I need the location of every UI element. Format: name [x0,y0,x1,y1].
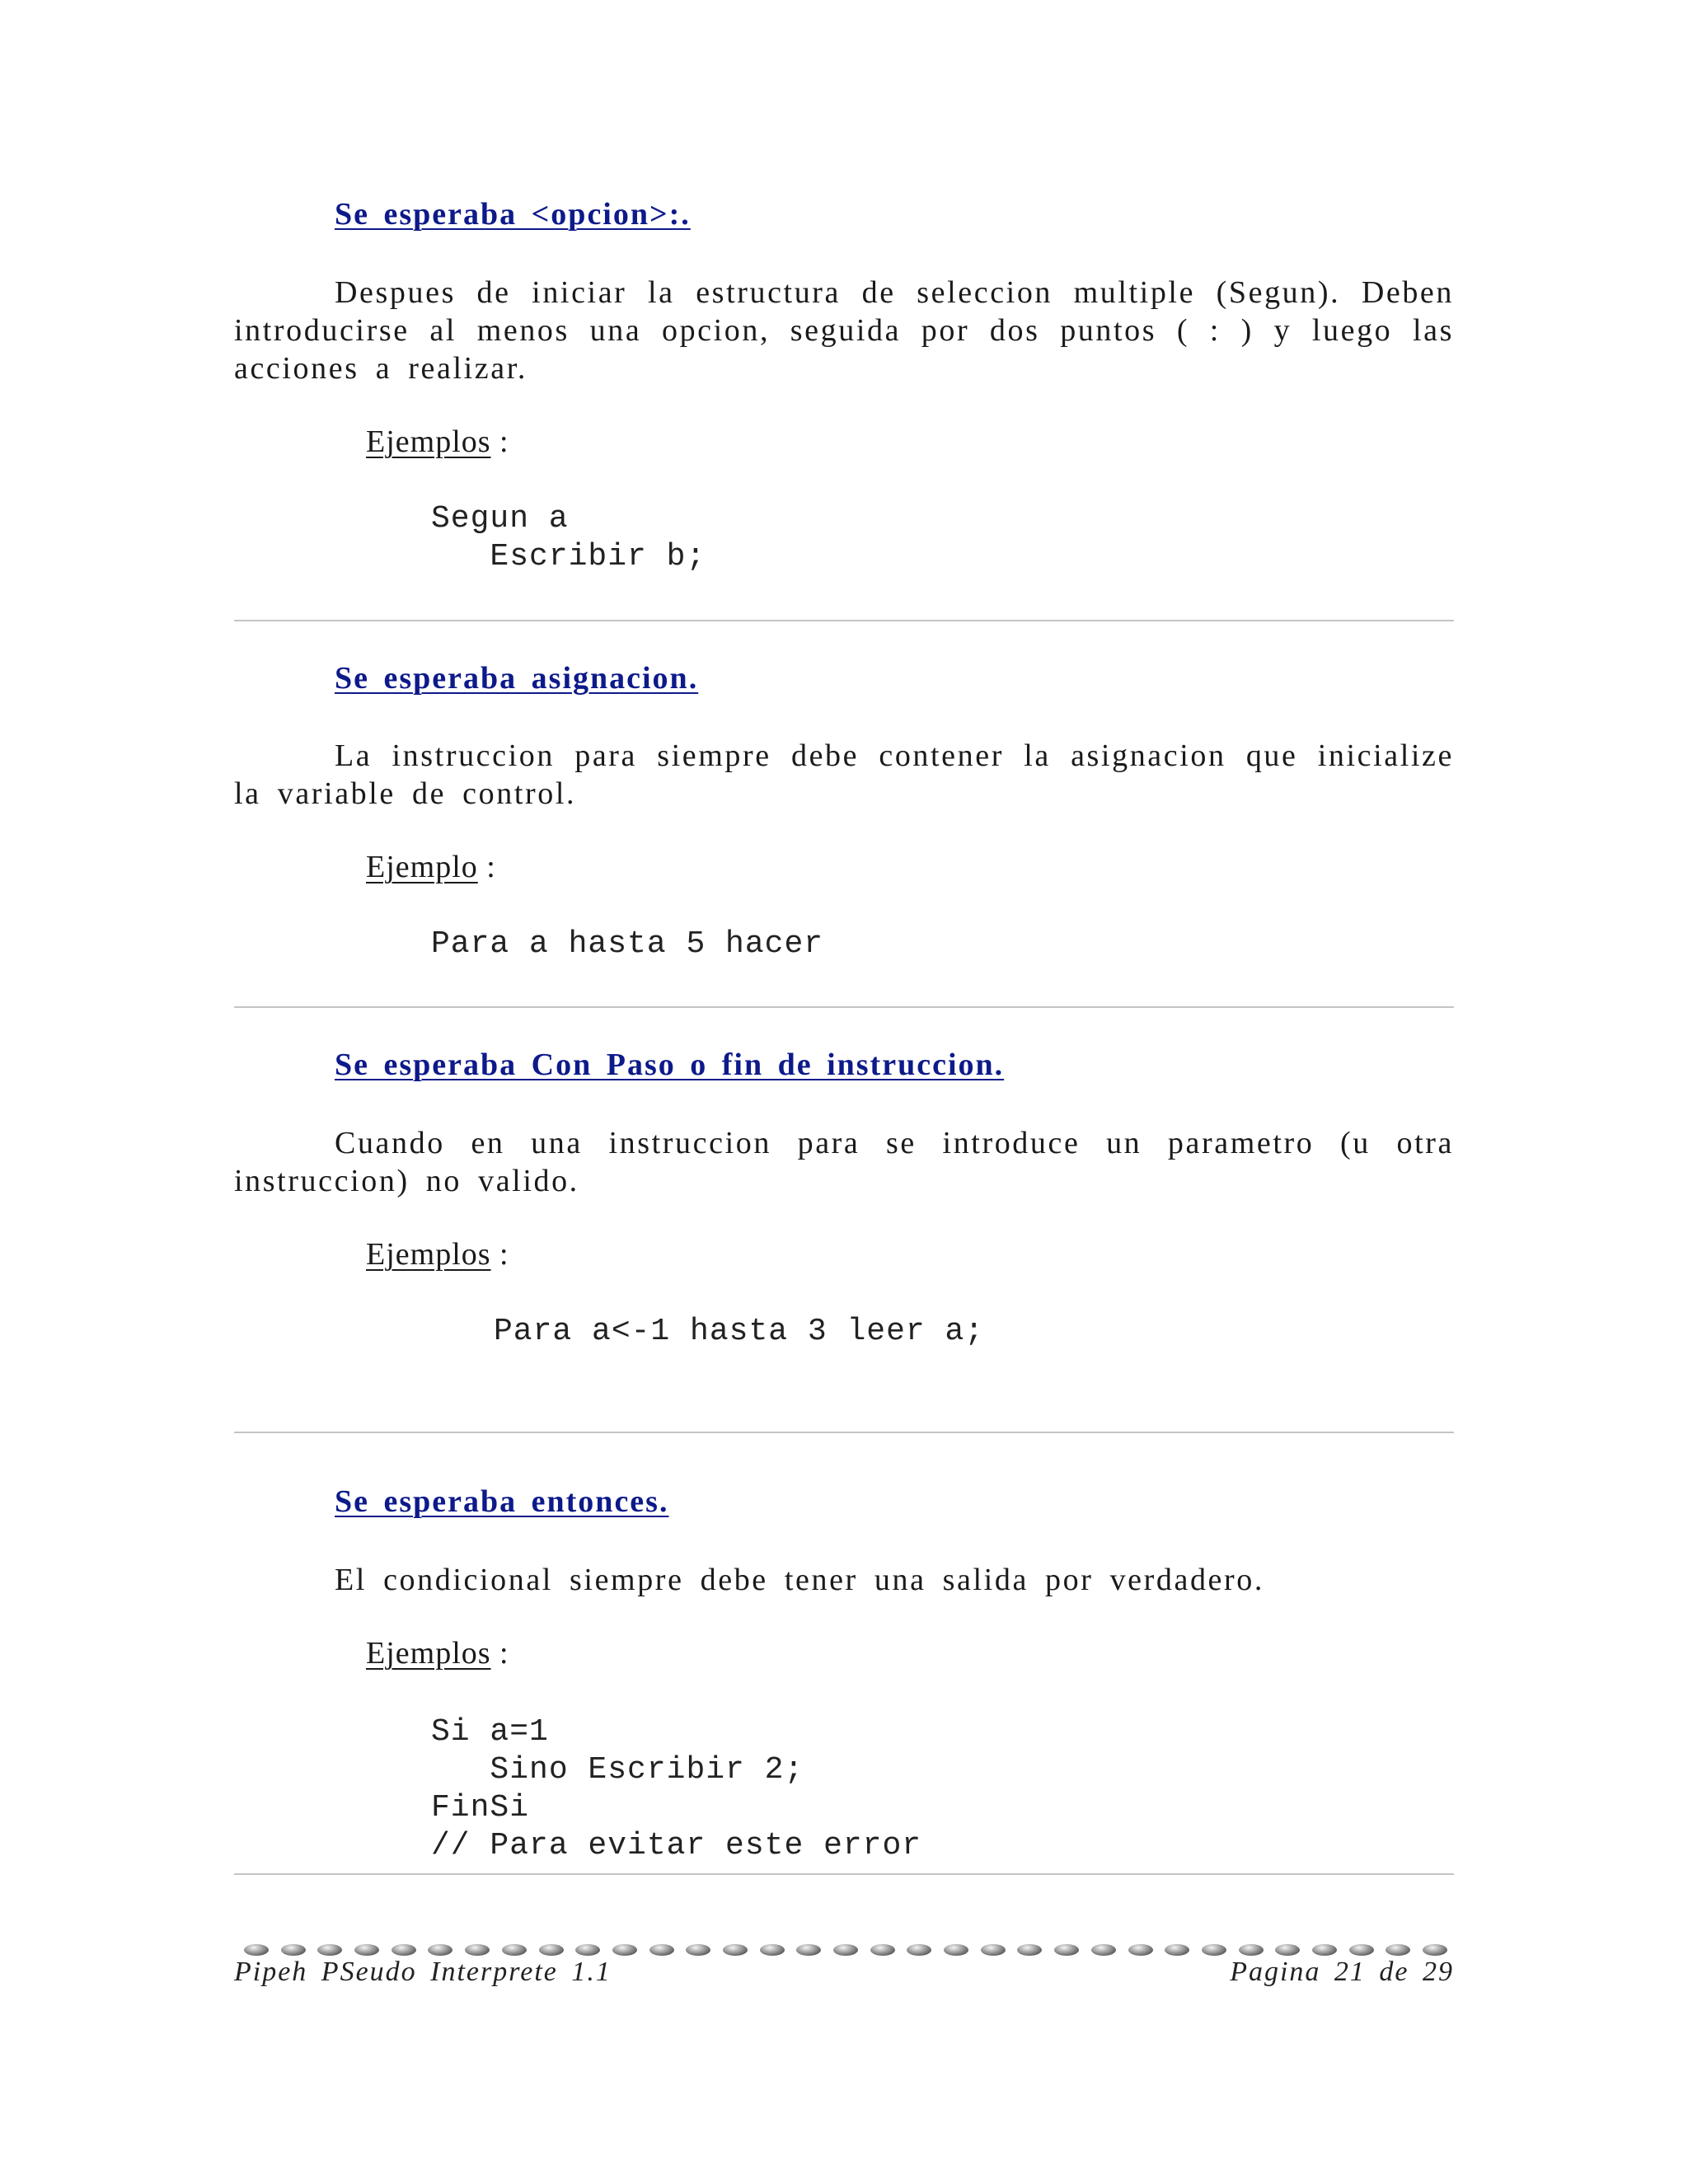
section-divider [234,620,1454,621]
footer-dot-icon [649,1944,674,1956]
section-4-code-line-4: // Para evitar este error [431,1828,922,1863]
footer-dot-icon [575,1944,600,1956]
section-divider [234,1432,1454,1433]
section-3-example-label: Ejemplos : [366,1237,509,1272]
footer-dot-icon [465,1944,490,1956]
section-divider [234,1006,1454,1008]
section-2-example-label: Ejemplo : [366,850,496,884]
footer-dot-icon [870,1944,895,1956]
footer-dot-icon [392,1944,416,1956]
section-4-code-line-1: Si a=1 [431,1714,549,1750]
section-1-paragraph: Despues de iniciar la estructura de seleccion multiple (Segun). Deben introducirse al menos una opcion, seguida por dos puntos ( : ) y luego las acciones a realizar. [234,275,1454,386]
footer-dot-icon [723,1944,748,1956]
section-3-paragraph: Cuando en una instruccion para se introduce un parametro (u otra instruccion) no valido. [234,1126,1454,1198]
section-1-code-line-1: Segun a [431,501,569,537]
footer-dot-icon [244,1944,269,1956]
footer-dot-icon [1423,1944,1447,1956]
footer-document-title: Pipeh PSeudo Interprete 1.1 [234,1957,612,1987]
heading-se-esperaba-asignacion[interactable]: Se esperaba asignacion. [335,661,699,696]
section-3-code-line-1: Para a<-1 hasta 3 leer a; [494,1314,985,1349]
footer-dot-icon [1054,1944,1079,1956]
section-1-example-label: Ejemplos : [366,424,509,459]
section-2-code-line-1: Para a hasta 5 hacer [431,926,824,962]
section-1-example-label-text: Ejemplos [366,424,491,459]
section-divider [234,1873,1454,1875]
section-1-code-line-2: Escribir b; [431,539,706,574]
section-4-code-line-2: Sino Escribir 2; [431,1752,804,1788]
footer-dot-icon [686,1944,710,1956]
footer-dot-icon [612,1944,637,1956]
footer-dot-icon [1275,1944,1300,1956]
footer-dot-icon [1312,1944,1337,1956]
heading-se-esperaba-con-paso[interactable]: Se esperaba Con Paso o fin de instruccion. [335,1047,1005,1082]
section-4-example-label-text: Ejemplos [366,1636,491,1671]
footer-dot-icon [354,1944,379,1956]
footer-dot-icon [502,1944,527,1956]
footer-dot-icon [796,1944,821,1956]
footer-dot-icon [1349,1944,1374,1956]
footer-dot-icon [944,1944,968,1956]
footer-page-number: Pagina 21 de 29 [1230,1957,1454,1987]
footer-dot-icon [281,1944,306,1956]
footer-dot-icon [833,1944,858,1956]
footer-dot-icon [1091,1944,1116,1956]
footer-dot-border [244,1942,1447,1958]
section-4-code-line-3: FinSi [431,1790,530,1825]
section-3-example-label-text: Ejemplos [366,1237,491,1272]
footer-dot-icon [539,1944,564,1956]
footer-dot-icon [1202,1944,1226,1956]
section-2-paragraph: La instruccion para siempre debe contener la asignacion que inicialize la variable de control. [234,738,1454,811]
footer-dot-icon [981,1944,1006,1956]
footer-dot-icon [760,1944,785,1956]
footer-dot-icon [428,1944,452,1956]
section-4-example-label: Ejemplos : [366,1636,509,1671]
section-4-paragraph: El condicional siempre debe tener una salida por verdadero. [335,1563,1264,1597]
footer-dot-icon [1386,1944,1410,1956]
footer-dot-icon [1017,1944,1042,1956]
footer-dot-icon [1128,1944,1153,1956]
section-2-example-label-text: Ejemplo [366,850,478,884]
footer-dot-icon [1239,1944,1264,1956]
footer-dot-icon [1165,1944,1189,1956]
footer-dot-icon [907,1944,931,1956]
heading-se-esperaba-opcion[interactable]: Se esperaba <opcion>:. [335,197,691,232]
heading-se-esperaba-entonces[interactable]: Se esperaba entonces. [335,1484,669,1519]
footer-dot-icon [317,1944,342,1956]
